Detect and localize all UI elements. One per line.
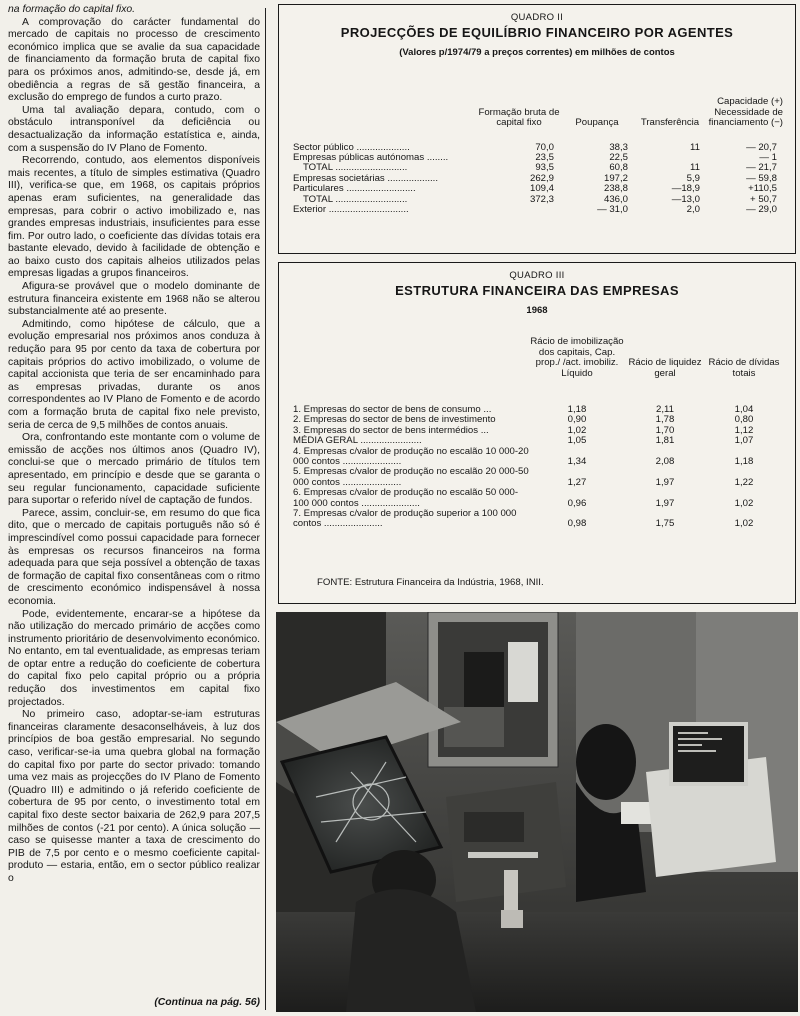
row-label: 6. Empresas c/valor de produção no escalão 50 000-100 000 contos ...................... xyxy=(293,487,519,509)
table-row xyxy=(293,184,783,194)
projections-table xyxy=(293,97,783,215)
computer-room-photo xyxy=(276,612,798,1012)
table-cell: 1,97 xyxy=(655,497,675,509)
row-label: TOTAL ........................... xyxy=(303,193,408,205)
table-cell: — 29,0 xyxy=(746,203,777,215)
table-cell: 0,80 xyxy=(734,414,754,426)
table-quadro-3 xyxy=(278,262,796,604)
table-cell: +110,5 xyxy=(748,183,777,195)
table-cell: 60,8 xyxy=(609,162,628,174)
row-label: 2. Empresas do sector de bens de investimento xyxy=(293,414,496,426)
article-paragraph: Afigura-se provável que o modelo dominante de estrutura financeira existente em 1968 não se alterou substancialmente até ao presente. xyxy=(8,281,260,318)
article-paragraph: Uma tal avaliação depara, contudo, com o obstáculo intransponível da deficiência ou desactualização da informação estatística e, ainda, com a suspensão do IV Plano de Fomento. xyxy=(8,104,260,154)
table-row xyxy=(293,447,783,468)
column-header: Poupança xyxy=(575,117,619,128)
table-cell: 1,02 xyxy=(734,497,754,509)
column-divider xyxy=(265,8,266,1010)
row-label: Empresas societárias ................... xyxy=(293,172,439,184)
table-row xyxy=(293,467,783,488)
table-cell: 1,97 xyxy=(655,476,675,488)
table-cell: 1,07 xyxy=(734,435,754,447)
table-cell: 2,11 xyxy=(656,404,674,415)
table-cell: 1,27 xyxy=(567,476,587,488)
table-cell: —18,9 xyxy=(671,183,700,195)
article-paragraph: No primeiro caso, adoptar-se-iam estruturas financeiras claramente desaconselháveis, à luz dos princípios de boa gestão empresarial. No segundo caso, verificar-se-ia uma quebra global na formação do capital fixo por parte do sector privado: tomando uma vez mais as projecções do IV Plano de Fomento (Quadro III) e admitindo o já referido coeficiente de cobertura de 95 por cento, o investimento total em capital fixo deste sector baixaria de 262,9 para 207,5 milhões de contos (-21 por cento). A única solução — caso se quisesse manter a taxa de crescimento do PIB de 7,5 por cento e o mesmo coeficiente capital-produto — estaria, então, em o sector público realizar o xyxy=(8,709,260,884)
photo-illustration xyxy=(276,612,798,1012)
row-label: Particulares .......................... xyxy=(293,183,416,195)
article-paragraph: Recorrendo, contudo, aos elementos disponíveis mais recentes, a título de simples estimativa (Quadro III), verifica-se que, em 1968, os capitais próprios apenas eram suficientes, na generalidade das empresas, para cobrir o activo imobilizado e, nas grandes empresas industriais, insuficientes para esse fim. Por outro lado, o coeficiente das dívidas totais era bastante elevado, devido à facilidade de obtenção e ao baixo custo dos capitais alheios utilizados pelas empresas ligadas a grupos financeiros. xyxy=(8,155,260,280)
row-label: 3. Empresas do sector de bens intermédios ... xyxy=(293,424,489,436)
table-cell: — 20,7 xyxy=(746,141,777,153)
row-label: MÉDIA GERAL ....................... xyxy=(293,435,422,447)
table-row xyxy=(293,205,783,215)
table-cell: 1,02 xyxy=(567,424,587,436)
column-header: Formação bruta de capital fixo xyxy=(478,106,560,128)
table-title: PROJECÇÕES DE EQUILÍBRIO FINANCEIRO POR AGENTES xyxy=(340,25,734,40)
article-lead: na formação do capital fixo. xyxy=(8,4,136,15)
table-cell xyxy=(478,205,560,215)
table-year: 1968 xyxy=(526,305,548,316)
table-cell: 1,22 xyxy=(734,476,754,488)
table-cell: 1,04 xyxy=(734,404,754,415)
column-header: Rácio de liquidez geral xyxy=(628,357,702,379)
table-source: FONTE: Estrutura Financeira da Indústria, 1968, INII. xyxy=(317,577,544,588)
table-cell: — 21,7 xyxy=(746,162,777,174)
row-label: TOTAL ........................... xyxy=(303,162,408,174)
table-cell: 1,75 xyxy=(655,518,675,530)
table-row xyxy=(293,488,783,509)
column-header: Rácio de imobilização dos capitais, Cap. prop./ /act. imobiliz. Líquido xyxy=(530,336,624,379)
table-cell: 22,5 xyxy=(609,151,628,163)
column-header: Rácio de dívidas totais xyxy=(708,357,780,379)
table-cell: 1,70 xyxy=(655,424,675,436)
table-cell: 2,08 xyxy=(655,456,675,468)
table-label: QUADRO II xyxy=(510,12,564,23)
article-paragraph: Admitindo, como hipótese de cálculo, que a evolução empresarial nos próximos anos conduza à redução para 95 por cento da taxa de cobertura por capitais próprios do activo imobilizado, o volume de capital accionista que teria de ser encaminhado para as empresas privadas, durante os anos correspondentes ao IV Plano de Fomento e de acordo com a formação bruta de capital fixo nele previsto, seria de cerca de 9,5 milhões de contos anuais. xyxy=(8,318,260,431)
table-cell: 70,0 xyxy=(535,141,554,153)
table-cell: 0,98 xyxy=(567,518,587,530)
table-cell: 372,3 xyxy=(529,193,554,205)
table-cell: 262,9 xyxy=(529,172,554,184)
article-column xyxy=(8,4,260,1010)
table-quadro-2 xyxy=(278,4,796,254)
column-header: Capacidade (+) Necessidade de financiamento (−) xyxy=(708,96,783,128)
table-cell: 1,81 xyxy=(655,435,675,447)
financial-structure-table xyxy=(293,337,783,530)
table-title: ESTRUTURA FINANCEIRA DAS EMPRESAS xyxy=(395,283,679,298)
row-label: 4. Empresas c/valor de produção no escalão 10 000-20 000 contos ...................... xyxy=(293,445,529,468)
table-cell: — 31,0 xyxy=(597,203,628,215)
table-cell: 23,5 xyxy=(535,151,554,163)
row-label: Exterior .............................. xyxy=(293,203,409,215)
article-paragraph: A comprovação do carácter fundamental do mercado de capitais no processo de crescimento económico implica que se avalie da sua capacidade de financiamento da formação bruta de capital fixo para os próximos anos, admitindo-se, desde já, em obediência a regras de sã gestão financeira, a exclusão do emprego de fundos a curto prazo. xyxy=(8,16,260,104)
table-cell: 436,0 xyxy=(603,193,628,205)
column-header: Transferência xyxy=(640,117,700,128)
table-cell: 93,5 xyxy=(535,162,554,174)
article-paragraph: Ora, confrontando este montante com o volume de emissão de acções nos últimos anos (Quadro IV), conclui-se que o mercado primário de títulos tem apresentado, em princípio e desde que se garanta o seu regular funcionamento, capacidade suficiente para suportar o referido nível de captação de fundos. xyxy=(8,432,260,507)
article-paragraph: Pode, evidentemente, encarar-se a hipótese da não utilização do mercado primário de acções como instrumento prioritário de desenvolvimento económico. No entanto, em tal eventualidade, as empresas teriam de optar entre a redução do coeficiente de cobertura do capital fixo pelo capital próprio ou a própria redução dos investimentos em capital fixo projectados. xyxy=(8,608,260,708)
row-label: 5. Empresas c/valor de produção no escalão 20 000-50 000 contos ...................... xyxy=(293,466,529,488)
table-cell: 11 xyxy=(690,162,700,174)
row-label: Sector público .................... xyxy=(293,141,410,153)
table-cell: 1,02 xyxy=(734,518,754,530)
table-subtitle: (Valores p/1974/79 a preços correntes) em milhões de contos xyxy=(399,47,675,58)
row-label: 1. Empresas do sector de bens de consumo ... xyxy=(293,404,492,415)
table-cell: 2,0 xyxy=(686,203,700,215)
table-cell: 0,96 xyxy=(567,497,587,509)
table-cell: — 1 xyxy=(759,151,777,163)
article-paragraph: Parece, assim, concluir-se, em resumo do que fica dito, que o mercado de capitais português não só é imprescindível como possui capacidade para fornecer às empresas os recursos financeiros na forma adequada para que seja possível a obtenção de taxas de formação de capital fixo consentâneas com o ritmo de crescimento económico indispensável à nossa economia. xyxy=(8,507,260,607)
table-cell: 1,78 xyxy=(655,414,675,426)
continuation-note: (Continua na pág. 56) xyxy=(154,997,260,1009)
table-cell: + 50,7 xyxy=(750,193,777,205)
table-row xyxy=(293,509,783,530)
table-cell: 5,9 xyxy=(686,172,700,184)
table-cell: 197,2 xyxy=(603,172,628,184)
header-blank xyxy=(293,97,478,129)
table-cell: 1,18 xyxy=(567,404,587,415)
table-cell: — 59,8 xyxy=(746,172,777,184)
table-cell: 38,3 xyxy=(609,141,628,153)
table-label: QUADRO III xyxy=(509,270,565,281)
table-cell: 1,05 xyxy=(567,435,587,447)
table-cell: 1,12 xyxy=(734,424,754,436)
row-label: 7. Empresas c/valor de produção superior a 100 000 contos ...................... xyxy=(293,508,517,530)
table-cell: 1,18 xyxy=(734,456,754,468)
row-label: Empresas públicas autónomas ........ xyxy=(293,151,449,163)
table-cell: 1,34 xyxy=(567,456,587,468)
table-cell: 11 xyxy=(690,141,700,153)
header-blank xyxy=(293,337,529,379)
table-cell: 109,4 xyxy=(529,183,554,195)
table-cell: —13,0 xyxy=(671,193,700,205)
table-cell: 238,8 xyxy=(603,183,628,195)
table-cell: 0,90 xyxy=(567,414,587,426)
